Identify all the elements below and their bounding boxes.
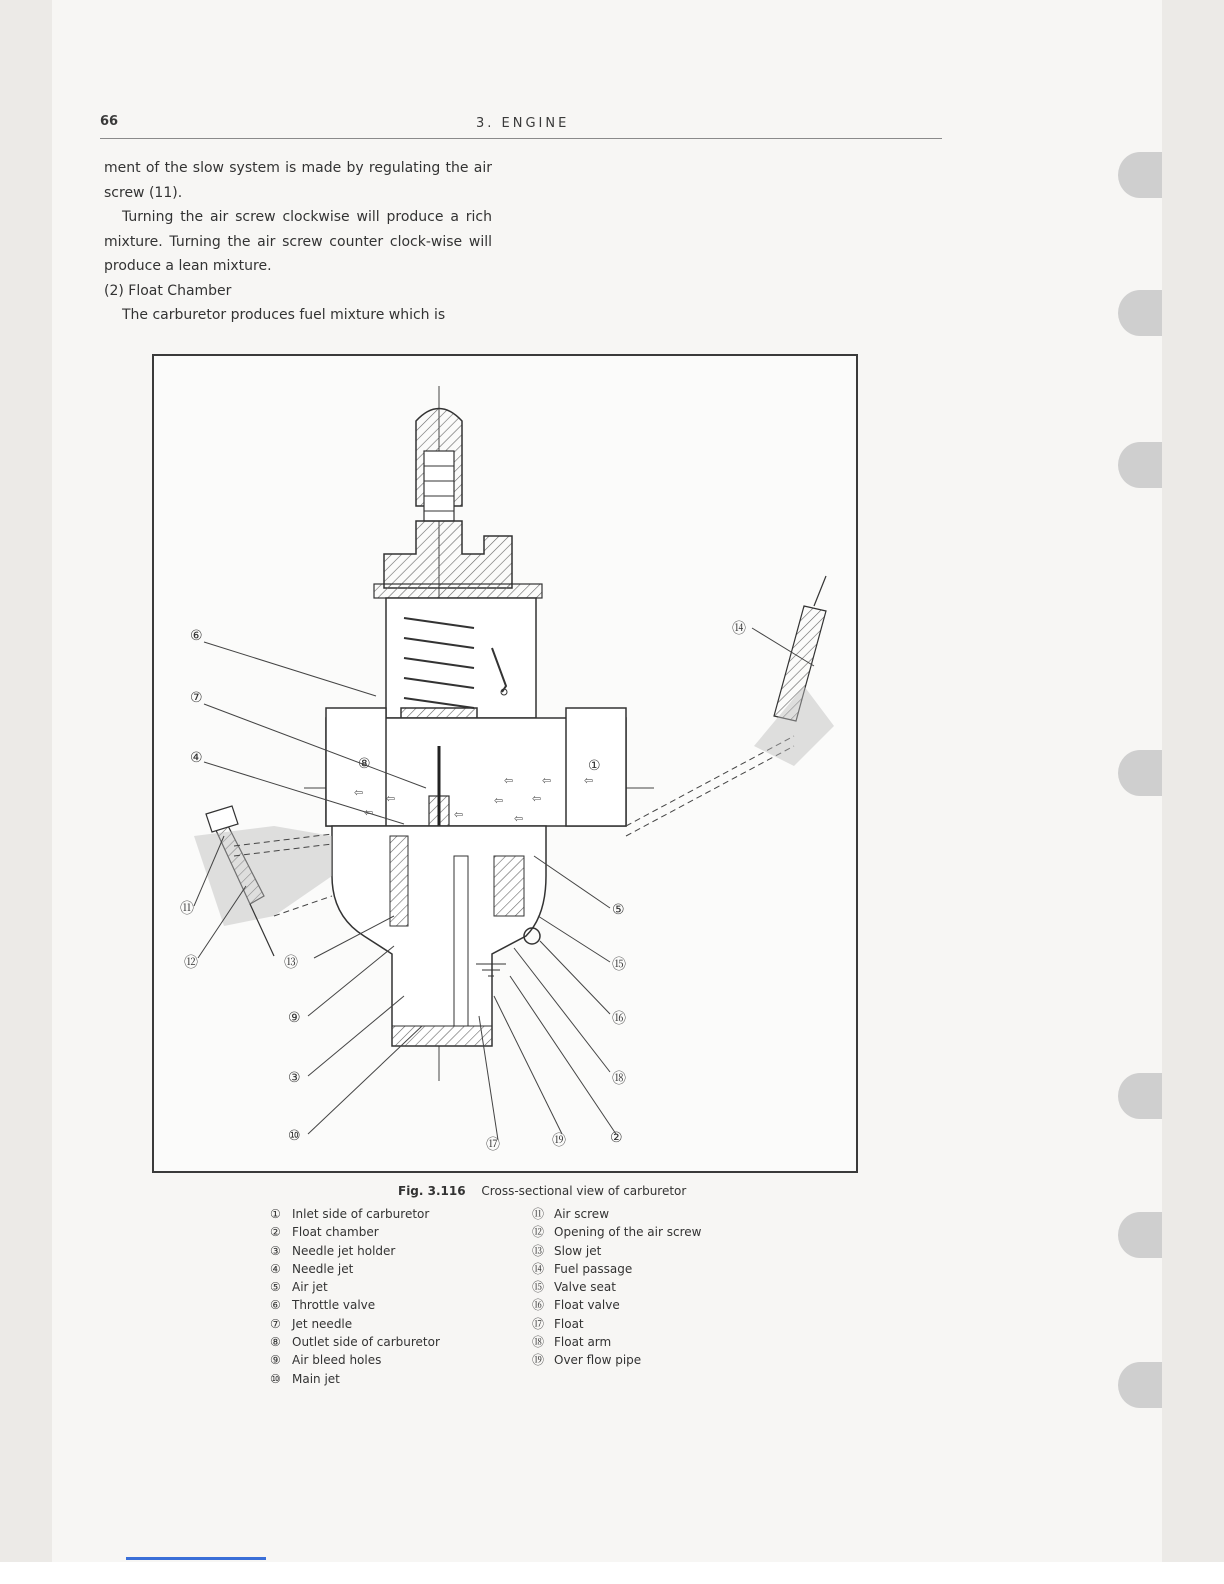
legend-item: ⑤ Air jet [270,1280,328,1295]
legend-item: ⑮ Valve seat [532,1280,616,1295]
svg-text:⇦: ⇦ [364,806,374,819]
binder-hole [1118,152,1162,198]
callout-17: ⑰ [486,1137,500,1153]
callout-10: ⑩ [288,1128,301,1144]
binder-hole [1118,750,1162,796]
page-header [100,112,942,142]
legend-item: ⑨ Air bleed holes [270,1353,382,1368]
legend-item: ⑫ Opening of the air screw [532,1225,702,1240]
page-number: 66 [100,114,119,129]
callout-5: ⑤ [612,902,625,918]
paragraph: ment of the slow system is made by regulating the air screw (11). [104,160,492,201]
callout-8: ⑧ [358,756,371,772]
legend-item: ⑲ Over flow pipe [532,1353,642,1368]
legend-item: ③ Needle jet holder [270,1243,396,1258]
binder-hole [1118,290,1162,336]
svg-text:⇦: ⇦ [386,792,396,805]
svg-text:⇦: ⇦ [494,794,504,807]
callout-11: ⑪ [180,901,194,917]
figure-title: Cross-sectional view of carburetor [481,1184,687,1198]
svg-text:⇦: ⇦ [514,812,524,825]
figure-legend-left [270,1205,440,1388]
svg-text:⇦: ⇦ [542,774,552,787]
page-bottom-strip [0,1562,1224,1584]
legend-item: ① Inlet side of carburetor [270,1207,430,1221]
paragraph: The carburetor produces fuel mixture which is [122,307,446,323]
figure-number: Fig. 3.116 [398,1184,466,1198]
svg-text:⇦: ⇦ [532,792,542,805]
carburetor-figure [152,354,858,1173]
section-heading: (2) Float Chamber [104,282,232,299]
legend-item: ② Float chamber [270,1225,379,1240]
callout-12: ⑫ [184,955,198,971]
legend-item: ⑥ Throttle valve [270,1298,376,1313]
callout-13: ⑬ [284,955,298,971]
body-text [104,156,492,328]
callout-7: ⑦ [190,690,203,706]
callout-3: ③ [288,1070,301,1086]
callout-6: ⑥ [190,628,203,644]
carburetor-cross-section-drawing [154,356,856,1171]
callout-1: ① [588,758,601,774]
binder-hole [1118,1362,1162,1408]
legend-item: ⑪ Air screw [532,1207,610,1221]
binder-hole [1118,1073,1162,1119]
callout-9: ⑨ [288,1010,301,1026]
callout-19: ⑲ [552,1133,566,1149]
svg-text:⇦: ⇦ [354,786,364,799]
legend-item: ⑭ Fuel passage [532,1261,633,1276]
figure-legend-right [532,1205,701,1370]
svg-text:⇦: ⇦ [584,774,594,787]
binder-hole [1118,1212,1162,1258]
callout-16: ⑯ [612,1011,626,1027]
legend-item: ⑱ Float arm [532,1335,612,1350]
callout-2: ② [610,1130,623,1146]
header-rule [100,138,942,139]
legend-item: ⑦ Jet needle [270,1316,353,1331]
legend-item: ⑧ Outlet side of carburetor [270,1335,440,1350]
binder-hole [1118,442,1162,488]
legend-item: ⑬ Slow jet [532,1243,602,1258]
legend-item: ⑯ Float valve [532,1298,620,1313]
legend-item: ④ Needle jet [270,1261,354,1276]
svg-text:⇦: ⇦ [454,808,464,821]
callout-4: ④ [190,750,203,766]
figure-caption [398,1184,686,1198]
legend-item: ⑩ Main jet [270,1371,340,1386]
paragraph: Turning the air screw clockwise will produce a rich mixture. Turning the air screw counter clock-wise will produce a lean mixture. [104,209,492,274]
running-head: 3. ENGINE [476,116,570,131]
legend-item: ⑰ Float [532,1316,584,1331]
callout-18: ⑱ [612,1071,626,1087]
scrollbar-indicator[interactable] [126,1557,266,1560]
callout-14: ⑭ [732,621,746,637]
svg-text:⇦: ⇦ [504,774,514,787]
callout-15: ⑮ [612,957,626,973]
